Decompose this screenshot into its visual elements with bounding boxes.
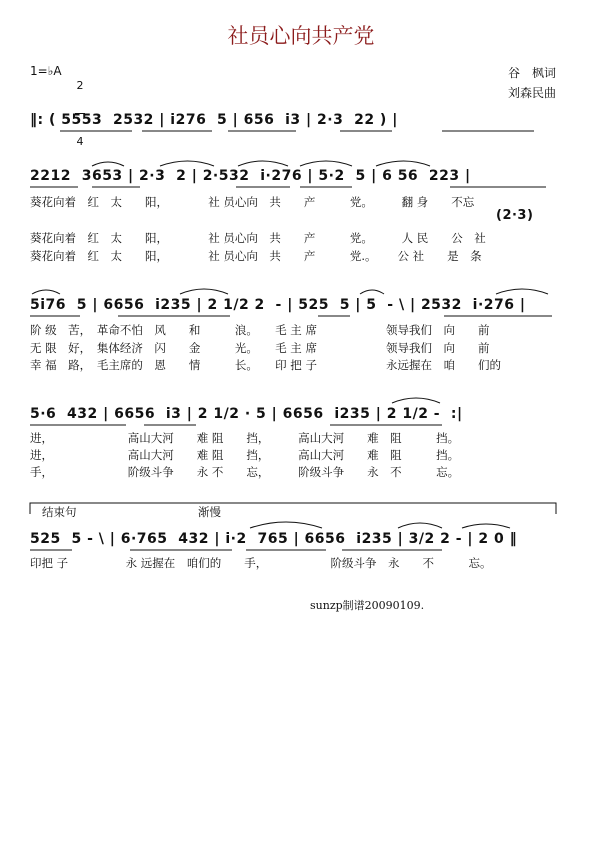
notation-line-4: 5·6 432 | 6656 i3 | 2 1/2 · 5 | 6656 i235 | 2 1/2 - :| <box>30 406 463 422</box>
song-title: 社员心向共产党 <box>227 24 375 48</box>
notation-line-1: ‖: ( 5553 2532 | i276 5 | 656 i3 | 2·3 22 ) | <box>30 112 398 128</box>
slur <box>92 162 124 166</box>
slur <box>462 524 510 528</box>
slur <box>496 289 548 294</box>
tempo-marking: 渐慢 <box>198 505 221 519</box>
key-signature: 1=♭A <box>30 64 62 78</box>
lyricist-credit: 谷 枫词 <box>508 66 557 80</box>
slur <box>32 290 60 294</box>
time-signature-bottom: 4 <box>76 135 84 148</box>
slur <box>360 290 384 294</box>
ending-bracket <box>30 503 556 514</box>
notation-line-3: 5i76 5 | 6656 i235 | 2 1/2 2 - | 525 5 | 5 - \ | 2532 i·276 | <box>30 297 526 313</box>
lyric-line-4-verse-3: 手， 阶级斗争 永 不 忘， 阶级斗争 永 不 忘。 <box>30 465 460 479</box>
time-signature-top: 2 <box>76 79 84 92</box>
lyric-line-5-verse-1: 印把 子 永 远握在 咱们的 手， 阶级斗争 永 不 忘。 <box>30 556 492 570</box>
composer-credit: 刘森民曲 <box>508 86 557 100</box>
engraver-credit: sunzp制谱20090109. <box>310 599 425 612</box>
lyric-line-3-verse-1: 阶 级 苦， 革命不怕 风 和 浪。 毛 主 席 领导我们 向 前 <box>30 323 490 337</box>
slur <box>160 161 214 166</box>
lyric-line-3-verse-2: 无 限 好， 集体经济 闪 金 光。 毛 主 席 领导我们 向 前 <box>30 341 490 355</box>
slur <box>392 398 440 403</box>
notation-line-5: 525 5 - \ | 6·765 432 | i·2 765 | 6656 i235 | 3/2 2 - | 2 0 ‖ <box>30 531 518 547</box>
slur <box>180 289 228 294</box>
lyric-line-3-verse-3: 幸 福 路， 毛主席的 恩 情 长。 印 把 子 永远握在 咱 们的 <box>30 358 501 372</box>
alternate-notes: (2·3) <box>496 208 534 223</box>
slur <box>250 522 322 528</box>
lyric-line-4-verse-2: 进， 高山大河 难 阻 挡， 高山大河 难 阻 挡。 <box>30 448 460 462</box>
lyric-line-2-verse-2: 葵花向着 红 太 阳， 社 员心向 共 产 党。 人 民 公 社 <box>30 231 486 245</box>
ending-label: 结束句 <box>42 505 77 519</box>
slur <box>300 161 352 166</box>
lyric-line-4-verse-1: 进， 高山大河 难 阻 挡， 高山大河 难 阻 挡。 <box>30 431 460 445</box>
slur <box>376 161 430 166</box>
notation-line-2: 2212 3653 | 2·3 2 | 2·532 i·276 | 5·2 5 | 6 56 223 | <box>30 168 471 184</box>
lyric-line-2-verse-1: 葵花向着 红 太 阳， 社 员心向 共 产 党。 翻 身 不忘 <box>30 195 475 209</box>
slur <box>398 523 442 528</box>
slur <box>238 161 288 166</box>
lyric-line-2-verse-3: 葵花向着 红 太 阳， 社 员心向 共 产 党.。 公 社 是 条 <box>30 249 482 263</box>
